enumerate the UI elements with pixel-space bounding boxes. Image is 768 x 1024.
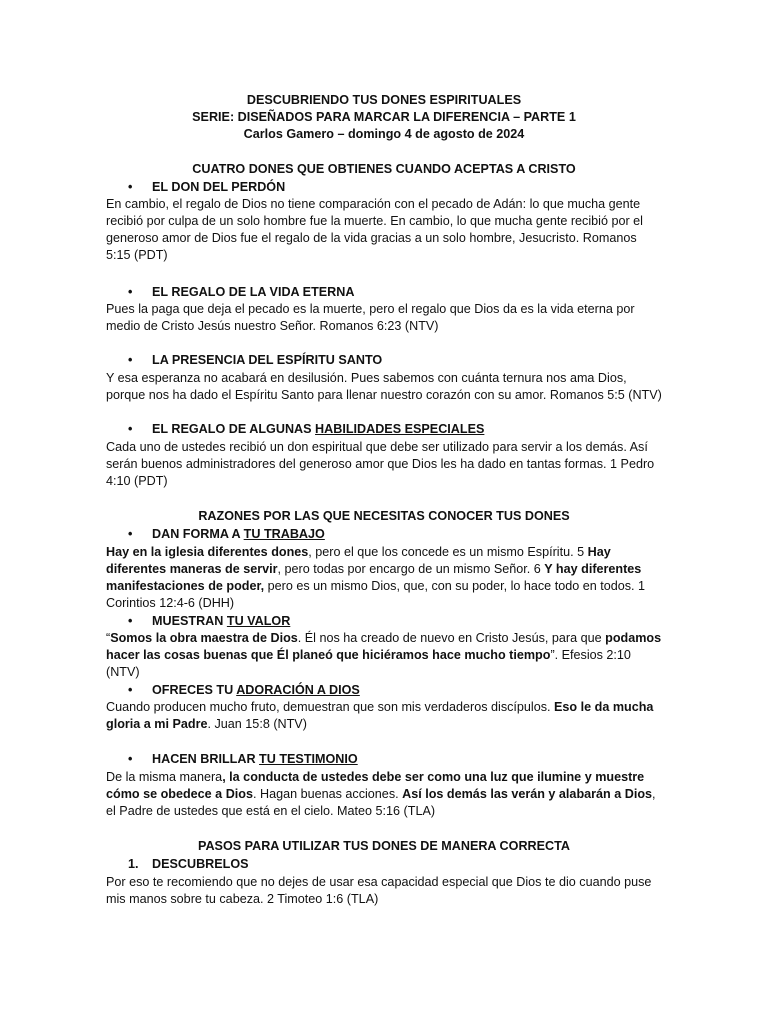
bullet-dot: • (128, 180, 133, 194)
step-label: DESCUBRELOS (152, 857, 249, 871)
document-title: DESCUBRIENDO TUS DONES ESPIRITUALES (246, 93, 522, 107)
section1-heading: CUATRO DONES QUE OBTIENES CUANDO ACEPTAS A CRISTO (192, 162, 576, 176)
bold-text: Eso le da mucha gloria a mi Padre (106, 700, 654, 731)
bullet-dot: • (128, 614, 133, 628)
bullet-espiritu-santo (128, 352, 382, 369)
bullet-label-underlined: HABILIDADES ESPECIALES (315, 422, 485, 436)
bullet-dot: • (128, 527, 133, 541)
bullet-valor (128, 613, 290, 630)
bullet-vida-eterna (128, 284, 354, 301)
text: , pero todas por encargo de un mismo Señor. 6 (277, 562, 545, 576)
paragraph-perdon: En cambio, el regalo de Dios no tiene comparación con el pecado de Adán: lo que mucha gente recibió por culpa de un solo hombre fue la muerte. En cambio, lo que mucha gente recibió por el generoso amor de Dios fue el regalo de la vida gracias a un solo hombre, Jesucristo. Romanos 5:15 (PDT) (106, 197, 643, 262)
text: “ (106, 631, 111, 645)
bullet-dot: • (128, 353, 133, 367)
bullet-label: OFRECES TU (152, 683, 237, 697)
text: . Hagan buenas acciones. (252, 787, 403, 801)
bullet-dot: • (128, 683, 133, 697)
bold-text: podamos hacer las cosas buenas que Él planeó que hiciéramos hace mucho tiempo (106, 631, 662, 662)
text: , pero el que los concede es un mismo Espíritu. 5 (308, 545, 588, 559)
text: pero es un mismo Dios, que, con su poder, lo hace todo en todos. 1 Corintios 12:4-6 (DHH) (106, 579, 646, 610)
bold-text: Somos la obra maestra de Dios (110, 631, 298, 645)
bullet-label: LA PRESENCIA DEL ESPÍRITU SANTO (152, 353, 383, 367)
text: . Juan 15:8 (NTV) (207, 717, 307, 731)
bullet-dot: • (128, 422, 133, 436)
bullet-adoracion (128, 682, 360, 699)
bold-text: Hay en la iglesia diferentes dones (106, 545, 309, 559)
bullet-label-underlined: ADORACIÓN A DIOS (236, 683, 360, 697)
bullet-label: EL REGALO DE LA VIDA ETERNA (152, 285, 355, 299)
author-date: Carlos Gamero – domingo 4 de agosto de 2024 (243, 127, 525, 141)
bullet-don-perdon (128, 179, 285, 196)
bullet-label: EL REGALO DE ALGUNAS (152, 422, 316, 436)
bullet-label: MUESTRAN (152, 614, 227, 628)
text: , el Padre de ustedes que está en el cielo. Mateo 5:16 (TLA) (106, 787, 656, 818)
series-title: SERIE: DISEÑADOS PARA MARCAR LA DIFERENCIA – PARTE 1 (192, 110, 576, 124)
bullet-label-underlined: TU TRABAJO (243, 527, 325, 541)
bold-text: Así los demás las verán y alabarán a Dios (402, 787, 653, 801)
text: De la misma manera (106, 770, 223, 784)
bullet-testimonio (128, 751, 358, 768)
paragraph-espiritu-santo: Y esa esperanza no acabará en desilusión. Pues sabemos con cuánta ternura nos ama Dios, porque nos ha dado el Espíritu Santo para llenar nuestro corazón con su amor. Romanos 5:5 (NTV) (106, 371, 662, 402)
bullet-dot: • (128, 752, 133, 766)
step-number: 1. (128, 857, 139, 871)
text: ”. Efesios 2:10 (NTV) (106, 648, 631, 679)
bold-text: Hay diferentes maneras de servir (106, 545, 611, 576)
bold-text: , la conducta de ustedes debe ser como una luz que ilumine y muestre cómo se obedece a Dios (106, 770, 645, 801)
paragraph-valor (106, 630, 662, 681)
bullet-trabajo (128, 526, 325, 543)
paragraph-trabajo (106, 544, 662, 612)
bold-text: Y hay diferentes manifestaciones de poder, (106, 562, 642, 593)
step-descubrelos (128, 856, 249, 873)
section3-heading: PASOS PARA UTILIZAR TUS DONES DE MANERA CORRECTA (198, 839, 570, 853)
bullet-label: DAN FORMA A (152, 527, 244, 541)
bullet-habilidades (128, 421, 484, 438)
bullet-dot: • (128, 285, 133, 299)
paragraph-vida-eterna: Pues la paga que deja el pecado es la muerte, pero el regalo que Dios da es la vida eterna por medio de Cristo Jesús nuestro Señor. Romanos 6:23 (NTV) (106, 302, 635, 333)
paragraph-descubrelos: Por eso te recomiendo que no dejes de usar esa capacidad especial que Dios te dio cuando puse mis manos sobre tu cabeza. 2 Timoteo 1:6 (TLA) (106, 875, 652, 906)
bullet-label: HACEN BRILLAR (152, 752, 260, 766)
paragraph-testimonio (106, 769, 662, 820)
text: Cuando producen mucho fruto, demuestran que son mis verdaderos discípulos. (106, 700, 555, 714)
bullet-label-underlined: TU VALOR (226, 614, 291, 628)
paragraph-adoracion (106, 699, 662, 733)
text: . Él nos ha creado de nuevo en Cristo Jesús, para que (297, 631, 606, 645)
bullet-label-underlined: TU TESTIMONIO (259, 752, 358, 766)
bullet-label: EL DON DEL PERDÓN (152, 180, 286, 194)
section2-heading: RAZONES POR LAS QUE NECESITAS CONOCER TUS DONES (198, 509, 570, 523)
paragraph-habilidades: Cada uno de ustedes recibió un don espiritual que debe ser utilizado para servir a los demás. Así serán buenos administradores del generoso amor que Dios les ha dado en tantas formas. 1 Pedro 4:10 (PDT) (106, 440, 655, 488)
